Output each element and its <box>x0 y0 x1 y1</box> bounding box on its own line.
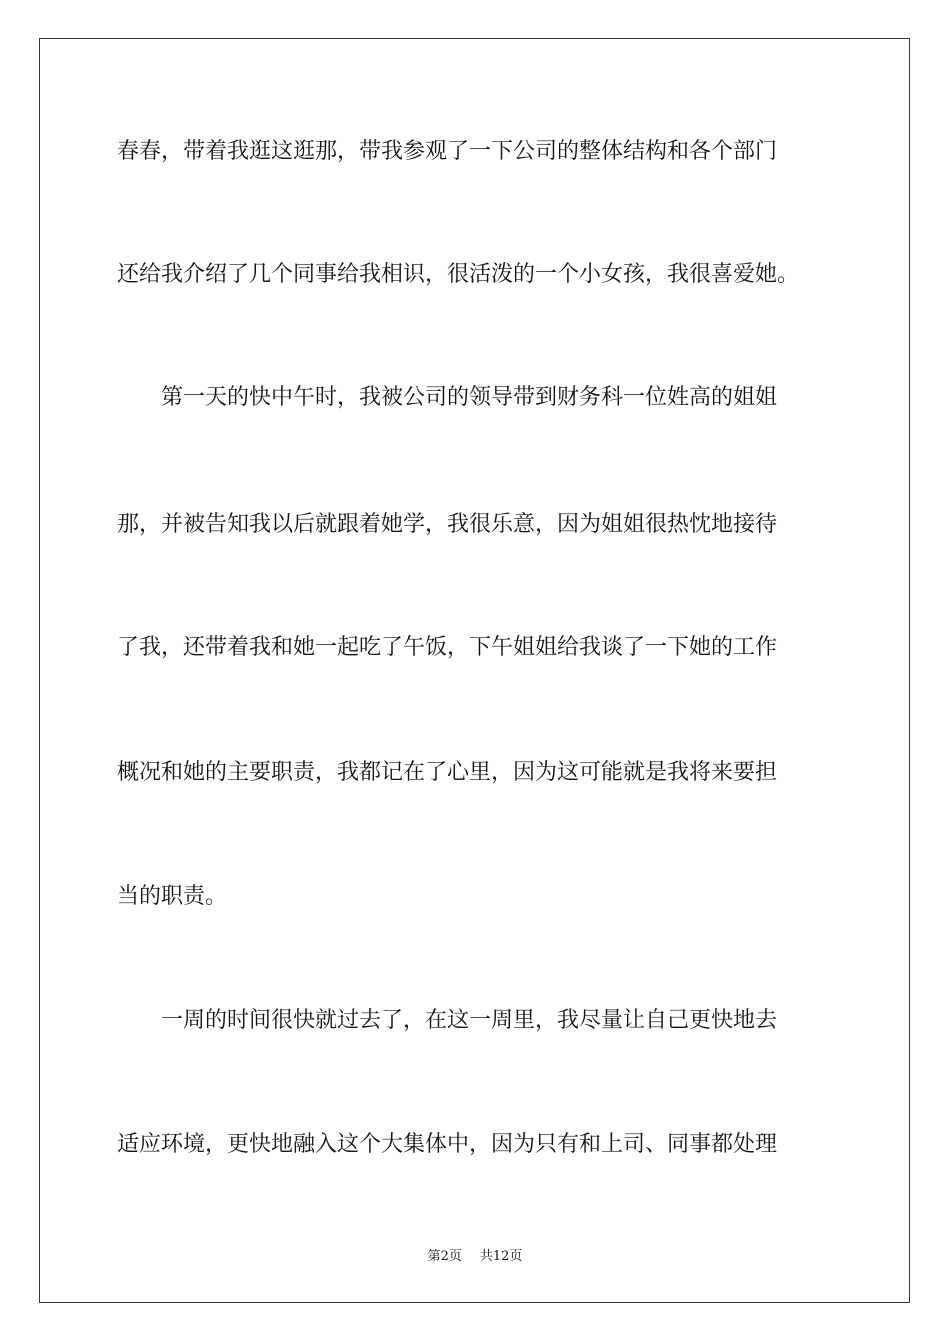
page-footer <box>0 1248 950 1266</box>
body-text-line: 了我，还带着我和她一起吃了午饭，下午姐姐给我谈了一下她的工作 <box>117 635 778 660</box>
body-text-line: 一周的时间很快就过去了，在这一周里，我尽量让自己更快地去 <box>117 1008 778 1033</box>
body-text-line: 概况和她的主要职责，我都记在了心里，因为这可能就是我将来要担 <box>117 760 778 785</box>
body-text-line: 春春，带着我逛这逛那，带我参观了一下公司的整体结构和各个部门 <box>117 139 778 164</box>
body-text-line: 适应环境，更快地融入这个大集体中，因为只有和上司、同事都处理 <box>117 1132 778 1157</box>
page-total: 共12页 <box>479 1249 523 1264</box>
page-border <box>39 38 910 1303</box>
page-number: 第2页 <box>427 1249 462 1264</box>
body-text-line: 当的职责。 <box>117 884 228 909</box>
body-text-line: 第一天的快中午时，我被公司的领导带到财务科一位姓高的姐姐 <box>117 385 778 410</box>
body-text-line: 还给我介绍了几个同事给我相识，很活泼的一个小女孩，我很喜爱她。 <box>117 262 800 287</box>
body-text-line: 那，并被告知我以后就跟着她学，我很乐意，因为姐姐很热忱地接待 <box>117 512 778 537</box>
